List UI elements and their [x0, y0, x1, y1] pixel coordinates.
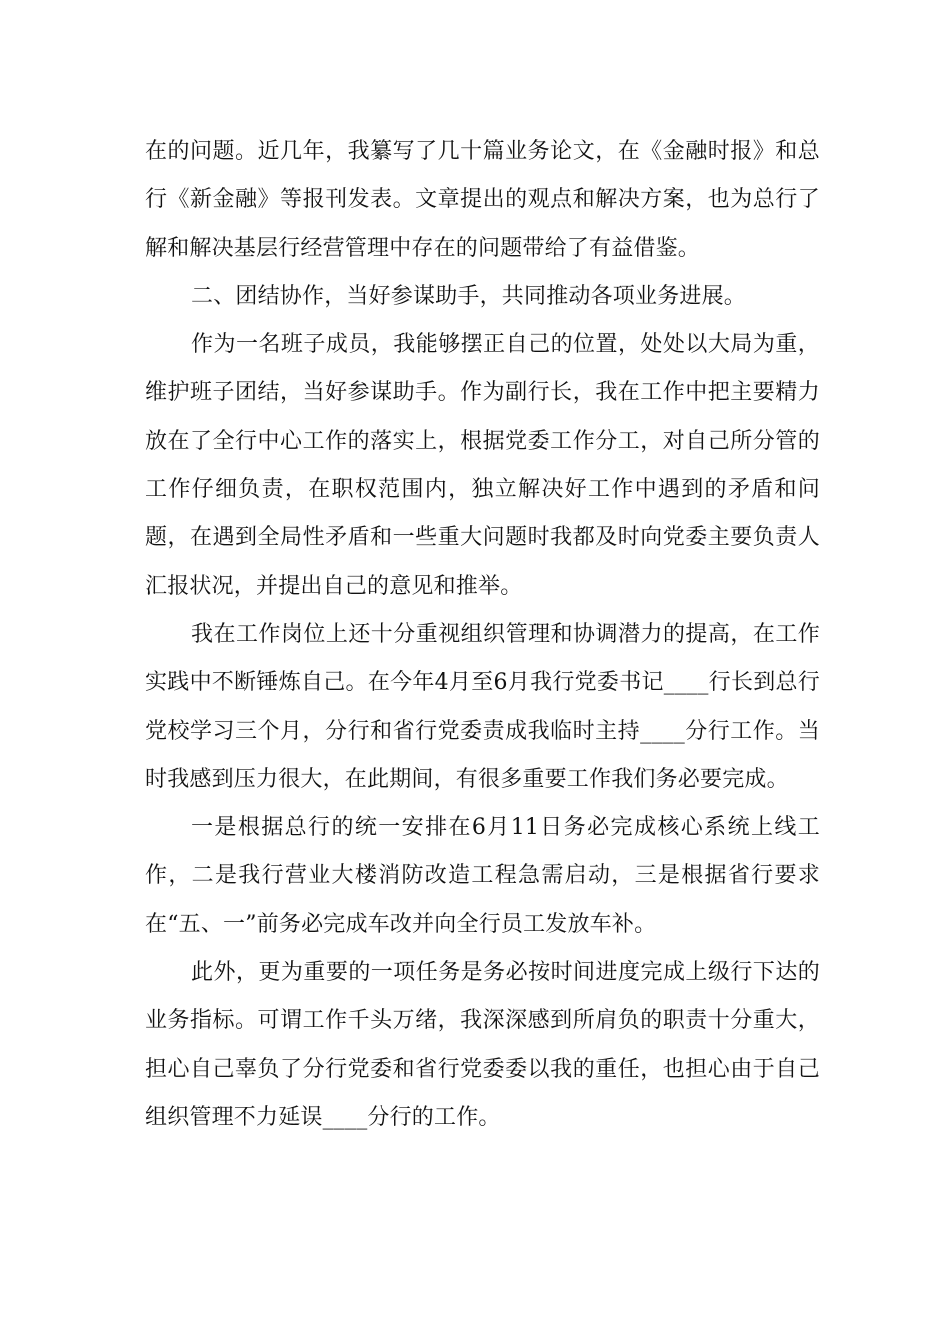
- document-body: [145, 128, 820, 1142]
- paragraph-continuation: 在的问题。近几年，我纂写了几十篇业务论文，在《金融时报》和总行《新金融》等报刊发表。文章提出的观点和解决方案，也为总行了解和解决基层行经营管理中存在的问题带给了有益借鉴。: [145, 139, 820, 261]
- paragraph-responsibility: 此外，更为重要的一项任务是务必按时间进度完成上级行下达的业务指标。可谓工作千头万绪，我深深感到所肩负的职责十分重大，担心自己辜负了分行党委和省行党委委以我的重任，也担心由于自己组织管理不力延误____分行的工作。: [145, 960, 820, 1130]
- paragraph-management: 我在工作岗位上还十分重视组织管理和协调潜力的提高，在工作实践中不断锤炼自己。在今年4月至6月我行党委书记____行长到总行党校学习三个月，分行和省行党委责成我临时主持____分行工作。当时我感到压力很大，在此期间，有很多重要工作我们务必要完成。: [145, 621, 820, 792]
- section-heading: 二、团结协作，当好参谋助手，共同推动各项业务进展。: [191, 283, 747, 309]
- paragraph-team-member: 作为一名班子成员，我能够摆正自己的位置，处处以大局为重，维护班子团结，当好参谋助手。作为副行长，我在工作中把主要精力放在了全行中心工作的落实上，根据党委工作分工，对自己所分管的工作仔细负责，在职权范围内，独立解决好工作中遇到的矛盾和问题，在遇到全局性矛盾和一些重大问题时我都及时向党委主要负责人汇报状况，并提出自己的意见和推举。: [145, 332, 820, 599]
- paragraph-tasks: 一是根据总行的统一安排在6月11日务必完成核心系统上线工作，二是我行营业大楼消防改造工程急需启动，三是根据省行要求在“五、一”前务必完成车改并向全行员工发放车补。: [145, 815, 820, 937]
